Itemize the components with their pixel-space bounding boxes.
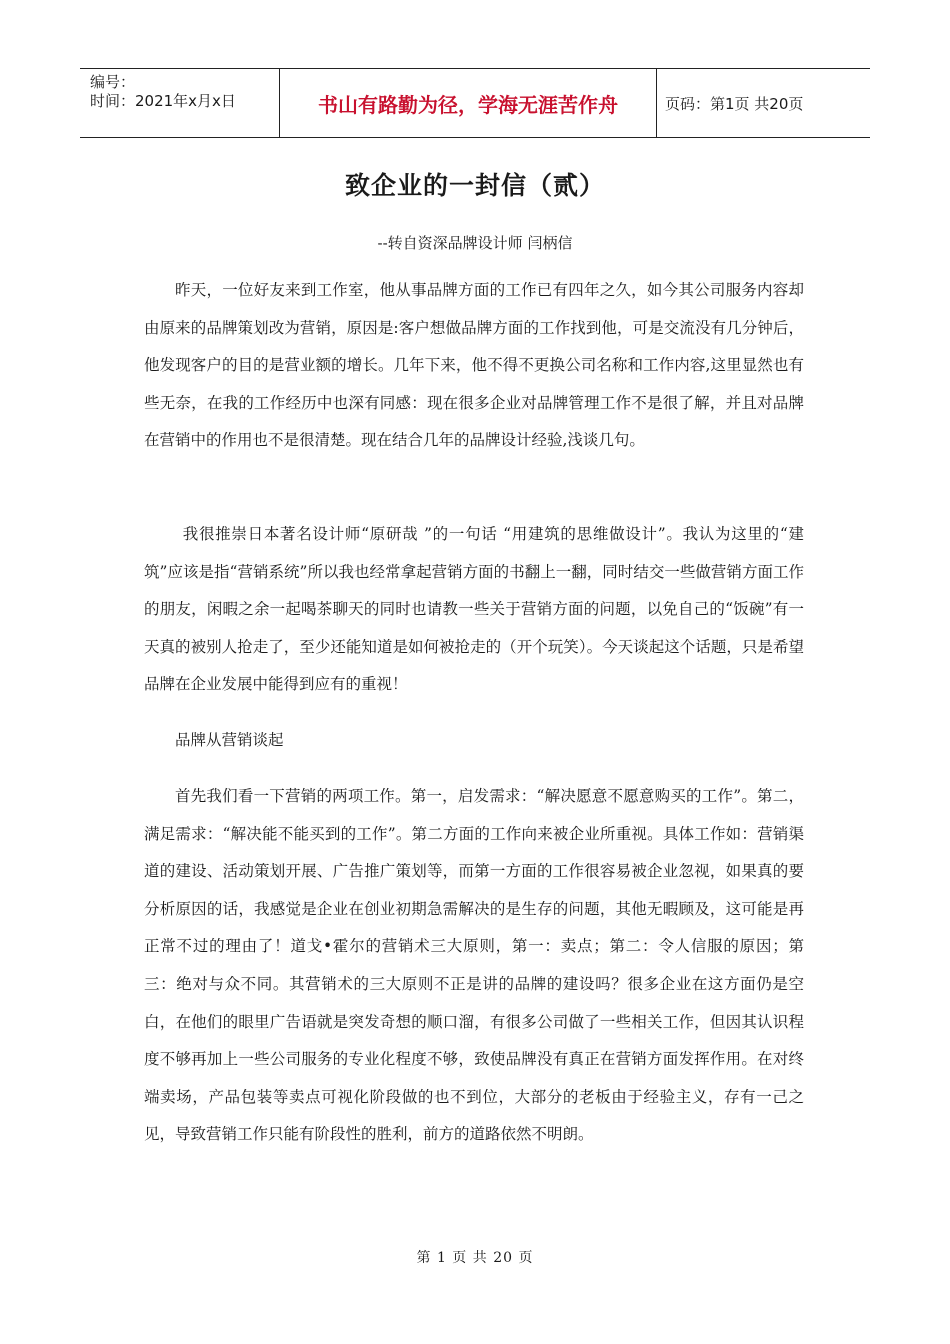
paragraph-2: 我很推崇日本著名设计师“原研哉 ”的一句话 “用建筑的思维做设计”。我认为这里的“建筑”应该是指“营销系统”所以我也经常拿起营销方面的书翻上一翻，同时结交一些做营销方面工作的朋友，闲暇之余一起喝茶聊天的同时也请教一些关于营销方面的问题，以免自己的“饭碗”有一天真的被别人抢走了，至少还能知道是如何被抢走的（开个玩笑）。今天谈起这个话题，只是希望品牌在企业发展中能得到应有的重视！ xyxy=(144,525,804,694)
header-motto: 书山有路勤为径，学海无涯苦作舟 xyxy=(280,69,657,137)
section-heading: 品牌从营销谈起 xyxy=(175,731,284,749)
header-meta xyxy=(80,69,280,137)
number-label: 编号： xyxy=(90,73,136,91)
page-footer: 第 1 页 共 20 页 xyxy=(416,1250,534,1266)
document-title: 致企业的一封信（贰） xyxy=(344,171,605,200)
paragraph-3: 首先我们看一下营销的两项工作。第一，启发需求：“解决愿意不愿意购买的工作”。第二，满足需求：“解决能不能买到的工作”。第二方面的工作向来被企业所重视。具体工作如：营销渠道的建设、活动策划开展、广告推广策划等，而第一方面的工作很容易被企业忽视，如果真的要分析原因的话，我感觉是企业在创业初期急需解决的是生存的问题，其他无暇顾及，这可能是再正常不过的理由了！道戈•霍尔的营销术三大原则，第一：卖点；第二：令人信服的原因；第三：绝对与众不同。其营销术的三大原则不正是讲的品牌的建设吗？很多企业在这方面仍是空白，在他们的眼里广告语就是突发奇想的顺口溜，有很多公司做了一些相关工作，但因其认识程度不够再加上一些公司服务的专业化程度不够，致使品牌没有真正在营销方面发挥作用。在对终端卖场，产品包装等卖点可视化阶段做的也不到位，大部分的老板由于经验主义，存有一己之见，导致营销工作只能有阶段性的胜利，前方的道路依然不明朗。 xyxy=(144,787,804,1144)
document-subtitle: --转自资深品牌设计师 闫柄信 xyxy=(377,234,573,252)
header-page-info: 页码：第1页 共20页 xyxy=(665,94,804,113)
header-table xyxy=(80,68,870,138)
paragraph-1: 昨天，一位好友来到工作室，他从事品牌方面的工作已有四年之久，如今其公司服务内容却由原来的品牌策划改为营销，原因是:客户想做品牌方面的工作找到他，可是交流没有几分钟后，他发现客户的目的是营业额的增长。几年下来，他不得不更换公司名称和工作内容,这里显然也有些无奈，在我的工作经历中也深有同感：现在很多企业对品牌管理工作不是很了解，并且对品牌在营销中的作用也不是很清楚。现在结合几年的品牌设计经验,浅谈几句。 xyxy=(144,281,804,450)
time-label: 时间：2021年x月x日 xyxy=(90,92,236,110)
